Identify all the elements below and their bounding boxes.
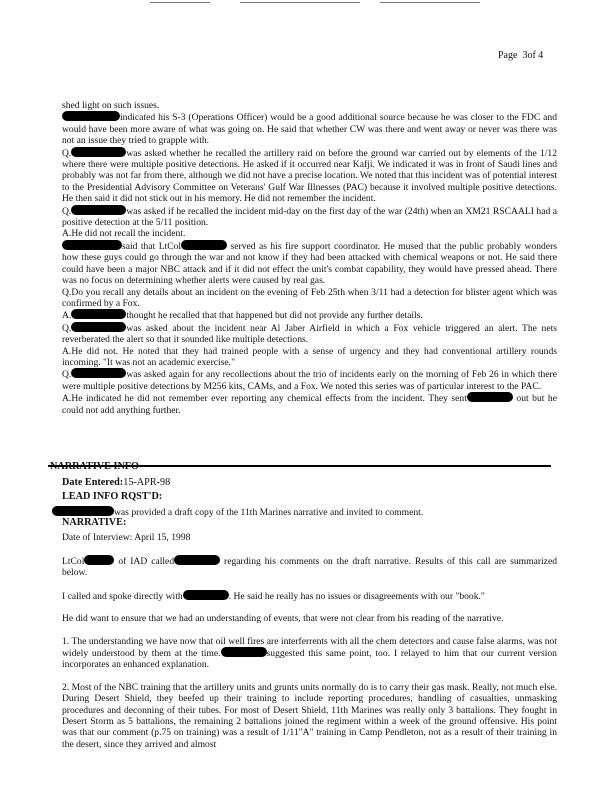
top-rule-mid xyxy=(240,2,360,3)
paragraph xyxy=(62,287,557,310)
paragraph-prefix: A. xyxy=(62,393,72,405)
redaction xyxy=(84,555,114,565)
redaction xyxy=(71,322,126,332)
redaction xyxy=(71,368,126,378)
date-entered-value: 15-APR-98 xyxy=(123,477,171,488)
paragraph xyxy=(62,147,557,205)
paragraph-text: He did not. He noted that they had trained people with a sense of urgency and they had conventional artillery rounds incoming. "It was not an academic exercise." xyxy=(62,345,557,368)
redaction xyxy=(52,506,114,516)
lead-info-heading: LEAD INFO RQST'D: xyxy=(62,491,163,502)
paragraph-text: was asked again for any recollections about the trio of incidents early on the morning of Feb 26 in which there were multiple positive detections by M256 kits, CAMs, and a Fox. We noted this series was of particular interest to the PAC. xyxy=(62,369,557,392)
redaction xyxy=(183,590,229,600)
paragraph xyxy=(62,555,557,579)
paragraph xyxy=(62,228,557,239)
paragraph-text: said that LtCol xyxy=(122,240,182,252)
redaction xyxy=(71,205,126,215)
paragraph-text: regarding his comments on the draft narrative. Results of this call are summarized below. xyxy=(62,556,557,579)
redaction xyxy=(174,555,220,565)
redaction xyxy=(181,240,227,250)
paragraph xyxy=(62,368,557,392)
redaction xyxy=(62,240,122,250)
paragraph xyxy=(62,100,557,111)
paragraph-text: out but he could not add anything further. xyxy=(62,393,557,416)
paragraph-text: suggested this same point, too. I relayed to him that our current version incorporates an enhanced explanation. xyxy=(62,648,557,671)
paragraph-text: . He said he really has no issues or disagreements with our "book." xyxy=(228,590,485,602)
paragraph-text: was asked whether he recalled the artillery raid on before the ground war carried out by elements of the 1/12 where there were multiple positive detections. He asked if it occurred near Kafji. We indicated it was in front of Saudi lines and probably was not far from there, although we did not have a precise location. We noted that this incident was of potential interest to the Presidential Advisory Committee on Veterans' Gulf War Illnesses (PAC) because it involved multiple positive detections. He then said it did not stick out in his memory. He did not remember the incident. xyxy=(62,147,557,205)
interview-notes xyxy=(62,100,557,416)
date-entered xyxy=(62,477,170,488)
paragraph xyxy=(62,240,557,287)
paragraph-prefix: Q. xyxy=(62,205,72,217)
narrative-info-heading: NARRATIVE INFO xyxy=(50,461,139,472)
paragraph-prefix: Q. xyxy=(62,322,72,334)
paragraph-prefix: Q. xyxy=(62,369,72,381)
redaction xyxy=(71,147,126,157)
paragraph-text: thought he recalled that that happened but did not provide any further details. xyxy=(126,310,423,322)
paragraph-prefix: A. xyxy=(62,345,72,357)
paragraph xyxy=(62,346,557,369)
interview-date: Date of Interview: April 15, 1998 xyxy=(62,532,191,543)
page-count: 3of 4 xyxy=(522,50,544,61)
paragraph xyxy=(62,636,557,671)
paragraph-text: served as his fire support coordinator. He mused that the public probably wonders how these guys could go through the war and not know if they had been attacked with chemical weapons or not. He said there could have been a major NBC attack and if it did not effect the unit's combat capability, they would have pressed ahead. There was no focus on determining whether alerts were caused by real gas. xyxy=(62,240,557,287)
paragraph-text: 1. The understanding we have now that oil well fires are interferrents with all the chem detectors and cause false alarms, was not widely understood by them at the time. xyxy=(62,635,557,660)
page-label: Page xyxy=(498,50,518,61)
paragraph-prefix: Q. xyxy=(62,286,72,298)
narrative-body xyxy=(62,555,557,761)
paragraph-text: I called and spoke directly with xyxy=(62,590,183,602)
paragraph xyxy=(62,322,557,346)
paragraph-text: was asked about the incident near Al Jaber Airfield in which a Fox vehicle triggered an alert. The nets reverberated the alert so that it sounded like multiple detections. xyxy=(62,322,557,346)
paragraph xyxy=(62,205,557,229)
paragraph-text: of IAD called xyxy=(114,556,175,567)
paragraph-text: He indicated he did not remember ever reporting any chemical effects from the incident. They sent xyxy=(71,393,467,405)
paragraph-text: Do you recall any details about an incident on the evening of Feb 25th when 3/11 had a detection for blister agent which was confirmed by a Fox. xyxy=(62,286,557,309)
paragraph-prefix: A. xyxy=(62,228,72,240)
paragraph-text: He did not recall the incident. xyxy=(71,228,186,240)
paragraph-text: shed light on such issues. xyxy=(62,100,160,111)
redaction xyxy=(71,309,126,319)
paragraph xyxy=(62,309,557,321)
provided-text: was provided a draft copy of the 11th Marines narrative and invited to comment. xyxy=(114,507,424,518)
page-number xyxy=(498,50,543,61)
paragraph xyxy=(62,613,557,624)
redaction xyxy=(221,647,267,657)
paragraph-text: indicated his S-3 (Operations Officer) would be a good additional source because he was closer to the FDC and would have been more aware of what was going on. He said that whether CW was there and went away or never was there was not an issue they tried to grapple with. xyxy=(62,112,557,147)
paragraph-text: He did want to ensure that we had an understanding of events, that were not clear from his reading of the narrative. xyxy=(62,613,504,625)
paragraph-prefix: Q. xyxy=(62,147,72,159)
paragraph xyxy=(62,682,557,750)
paragraph-text: 2. Most of the NBC training that the artillery units and grunts units normally do is to carry their gas mask. Really, not much else. During Desert Shield, they beefed up their training to include reporting procedures, handling of casualties, unmasking procedures and deconning of their tubes. For most of Desert Shield, 11th Marines was really only 3 battalions. They fought in Desert Storm as 5 battalions, the remaining 2 battalions joined the regiment within a week of the ground offensive. His point was that our comment (p.75 on training) was a result of 1/11"A" training in Camp Pendleton, not as a result of their training in the desert, since they arrived and almost xyxy=(62,681,557,750)
paragraph-prefix: A. xyxy=(62,310,72,322)
redaction xyxy=(467,392,513,402)
top-rule-right xyxy=(380,2,480,3)
paragraph-prefix: LtCol xyxy=(62,556,85,567)
top-rule-left xyxy=(150,2,210,3)
narrative-heading: NARRATIVE: xyxy=(62,517,127,528)
date-entered-label: Date Entered: xyxy=(62,477,124,488)
paragraph xyxy=(62,392,557,416)
paragraph xyxy=(62,590,557,602)
paragraph xyxy=(62,111,557,146)
redaction xyxy=(62,111,120,121)
paragraph-text: was asked if he recalled the incident mid-day on the first day of the war (24th) when an XM21 RSCAALI had a positive detection at the 5/11 position. xyxy=(62,205,557,229)
